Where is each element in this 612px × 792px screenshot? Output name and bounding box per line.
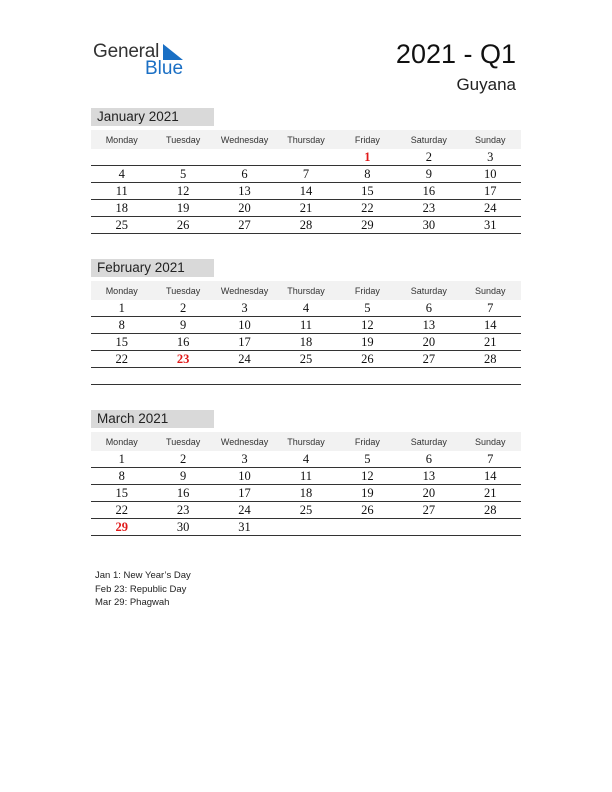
day-cell: 7 bbox=[460, 451, 521, 468]
day-cell: 3 bbox=[214, 451, 275, 468]
month-label: March 2021 bbox=[91, 410, 214, 428]
weekday-header: Thursday bbox=[275, 130, 336, 149]
day-cell: 8 bbox=[337, 166, 398, 183]
day-cell: 18 bbox=[91, 200, 152, 217]
day-cell bbox=[91, 368, 152, 385]
day-cell: 29 bbox=[337, 217, 398, 234]
day-cell: 13 bbox=[214, 183, 275, 200]
day-cell: 11 bbox=[275, 468, 336, 485]
day-cell: 1 bbox=[91, 300, 152, 317]
day-cell: 7 bbox=[275, 166, 336, 183]
generalblue-logo bbox=[93, 42, 203, 82]
day-cell: 15 bbox=[91, 485, 152, 502]
week-row bbox=[91, 183, 521, 200]
day-cell: 17 bbox=[214, 485, 275, 502]
holiday-note: Mar 29: Phagwah bbox=[95, 597, 170, 608]
week-row bbox=[91, 485, 521, 502]
weekday-header-row bbox=[91, 281, 521, 300]
day-cell: 20 bbox=[398, 334, 459, 351]
day-cell: 15 bbox=[91, 334, 152, 351]
day-cell bbox=[337, 519, 398, 536]
week-row bbox=[91, 300, 521, 317]
page-title: 2021 - Q1 bbox=[395, 39, 516, 69]
day-cell: 15 bbox=[337, 183, 398, 200]
weekday-header: Wednesday bbox=[214, 130, 275, 149]
holiday-notes bbox=[95, 569, 191, 610]
day-cell bbox=[398, 519, 459, 536]
day-cell: 14 bbox=[460, 468, 521, 485]
holiday-note: Jan 1: New Year’s Day bbox=[95, 570, 191, 581]
week-row bbox=[91, 217, 521, 234]
day-cell: 8 bbox=[91, 468, 152, 485]
week-row bbox=[91, 519, 521, 536]
day-cell: 12 bbox=[337, 468, 398, 485]
day-cell: 26 bbox=[152, 217, 213, 234]
day-cell: 9 bbox=[152, 468, 213, 485]
weekday-header: Sunday bbox=[460, 130, 521, 149]
day-cell: 3 bbox=[214, 300, 275, 317]
day-cell bbox=[152, 149, 213, 166]
day-cell bbox=[275, 368, 336, 385]
day-cell: 31 bbox=[214, 519, 275, 536]
weekday-header: Monday bbox=[91, 432, 152, 451]
day-cell: 8 bbox=[91, 317, 152, 334]
day-cell: 25 bbox=[275, 351, 336, 368]
holiday-day-cell: 29 bbox=[91, 519, 152, 536]
weekday-header: Sunday bbox=[460, 281, 521, 300]
day-cell bbox=[152, 368, 213, 385]
day-cell: 25 bbox=[91, 217, 152, 234]
country-name: Guyana bbox=[456, 75, 516, 94]
day-cell: 2 bbox=[152, 451, 213, 468]
weekday-header: Friday bbox=[337, 432, 398, 451]
weekday-header: Tuesday bbox=[152, 281, 213, 300]
day-cell: 12 bbox=[152, 183, 213, 200]
day-cell: 21 bbox=[460, 485, 521, 502]
month-label: February 2021 bbox=[91, 259, 214, 277]
day-cell: 23 bbox=[152, 502, 213, 519]
day-cell: 22 bbox=[91, 351, 152, 368]
weekday-header: Thursday bbox=[275, 281, 336, 300]
day-cell bbox=[398, 368, 459, 385]
day-cell: 2 bbox=[398, 149, 459, 166]
week-row bbox=[91, 166, 521, 183]
day-cell: 6 bbox=[398, 300, 459, 317]
week-row bbox=[91, 200, 521, 217]
weekday-header: Monday bbox=[91, 281, 152, 300]
day-cell bbox=[214, 368, 275, 385]
day-cell: 28 bbox=[275, 217, 336, 234]
day-cell: 30 bbox=[398, 217, 459, 234]
day-cell: 18 bbox=[275, 334, 336, 351]
week-row bbox=[91, 351, 521, 368]
day-cell: 19 bbox=[337, 334, 398, 351]
weekday-header-row bbox=[91, 130, 521, 149]
day-cell: 24 bbox=[214, 351, 275, 368]
week-row bbox=[91, 334, 521, 351]
logo-text-general: General bbox=[93, 41, 160, 62]
weekday-header: Tuesday bbox=[152, 130, 213, 149]
day-cell: 28 bbox=[460, 351, 521, 368]
day-cell: 12 bbox=[337, 317, 398, 334]
day-cell: 10 bbox=[460, 166, 521, 183]
day-cell: 27 bbox=[398, 351, 459, 368]
day-cell: 7 bbox=[460, 300, 521, 317]
day-cell: 14 bbox=[275, 183, 336, 200]
day-cell: 23 bbox=[398, 200, 459, 217]
day-cell: 5 bbox=[337, 300, 398, 317]
calendar-grid bbox=[91, 281, 521, 385]
day-cell: 4 bbox=[275, 451, 336, 468]
day-cell: 5 bbox=[152, 166, 213, 183]
day-cell: 6 bbox=[398, 451, 459, 468]
weekday-header: Saturday bbox=[398, 432, 459, 451]
day-cell: 27 bbox=[214, 217, 275, 234]
holiday-day-cell: 1 bbox=[337, 149, 398, 166]
day-cell: 4 bbox=[91, 166, 152, 183]
day-cell: 24 bbox=[214, 502, 275, 519]
day-cell: 28 bbox=[460, 502, 521, 519]
day-cell: 11 bbox=[275, 317, 336, 334]
day-cell: 10 bbox=[214, 317, 275, 334]
calendar-grid bbox=[91, 130, 521, 234]
day-cell: 22 bbox=[337, 200, 398, 217]
week-row bbox=[91, 502, 521, 519]
day-cell bbox=[91, 149, 152, 166]
day-cell: 20 bbox=[398, 485, 459, 502]
weekday-header: Friday bbox=[337, 130, 398, 149]
day-cell bbox=[460, 519, 521, 536]
calendar-grid bbox=[91, 432, 521, 536]
weekday-header: Wednesday bbox=[214, 281, 275, 300]
day-cell: 9 bbox=[152, 317, 213, 334]
month-label: January 2021 bbox=[91, 108, 214, 126]
weekday-header: Tuesday bbox=[152, 432, 213, 451]
day-cell: 21 bbox=[275, 200, 336, 217]
holiday-note: Feb 23: Republic Day bbox=[95, 583, 187, 595]
logo-text-blue: Blue bbox=[145, 58, 184, 79]
day-cell: 22 bbox=[91, 502, 152, 519]
day-cell bbox=[460, 368, 521, 385]
day-cell: 21 bbox=[460, 334, 521, 351]
month-block-february bbox=[91, 259, 521, 385]
day-cell: 20 bbox=[214, 200, 275, 217]
day-cell bbox=[337, 368, 398, 385]
day-cell: 5 bbox=[337, 451, 398, 468]
day-cell: 26 bbox=[337, 351, 398, 368]
weekday-header: Friday bbox=[337, 281, 398, 300]
week-row bbox=[91, 368, 521, 385]
day-cell: 9 bbox=[398, 166, 459, 183]
day-cell: 18 bbox=[275, 485, 336, 502]
day-cell: 17 bbox=[460, 183, 521, 200]
week-row bbox=[91, 451, 521, 468]
day-cell: 16 bbox=[398, 183, 459, 200]
day-cell: 13 bbox=[398, 317, 459, 334]
day-cell: 2 bbox=[152, 300, 213, 317]
week-row bbox=[91, 149, 521, 166]
day-cell bbox=[275, 149, 336, 166]
day-cell: 24 bbox=[460, 200, 521, 217]
day-cell: 10 bbox=[214, 468, 275, 485]
day-cell: 1 bbox=[91, 451, 152, 468]
day-cell: 14 bbox=[460, 317, 521, 334]
holiday-day-cell: 23 bbox=[152, 351, 213, 368]
week-row bbox=[91, 317, 521, 334]
day-cell: 3 bbox=[460, 149, 521, 166]
weekday-header: Thursday bbox=[275, 432, 336, 451]
weekday-header: Monday bbox=[91, 130, 152, 149]
weekday-header: Sunday bbox=[460, 432, 521, 451]
day-cell: 25 bbox=[275, 502, 336, 519]
day-cell: 31 bbox=[460, 217, 521, 234]
day-cell bbox=[214, 149, 275, 166]
day-cell: 6 bbox=[214, 166, 275, 183]
day-cell: 4 bbox=[275, 300, 336, 317]
weekday-header: Wednesday bbox=[214, 432, 275, 451]
day-cell: 13 bbox=[398, 468, 459, 485]
day-cell: 19 bbox=[152, 200, 213, 217]
day-cell: 16 bbox=[152, 334, 213, 351]
day-cell: 11 bbox=[91, 183, 152, 200]
weekday-header: Saturday bbox=[398, 130, 459, 149]
weekday-header-row bbox=[91, 432, 521, 451]
day-cell: 30 bbox=[152, 519, 213, 536]
day-cell: 19 bbox=[337, 485, 398, 502]
day-cell: 16 bbox=[152, 485, 213, 502]
day-cell: 26 bbox=[337, 502, 398, 519]
month-block-january bbox=[91, 108, 521, 234]
day-cell: 27 bbox=[398, 502, 459, 519]
week-row bbox=[91, 468, 521, 485]
weekday-header: Saturday bbox=[398, 281, 459, 300]
day-cell: 17 bbox=[214, 334, 275, 351]
day-cell bbox=[275, 519, 336, 536]
month-block-march bbox=[91, 410, 521, 536]
